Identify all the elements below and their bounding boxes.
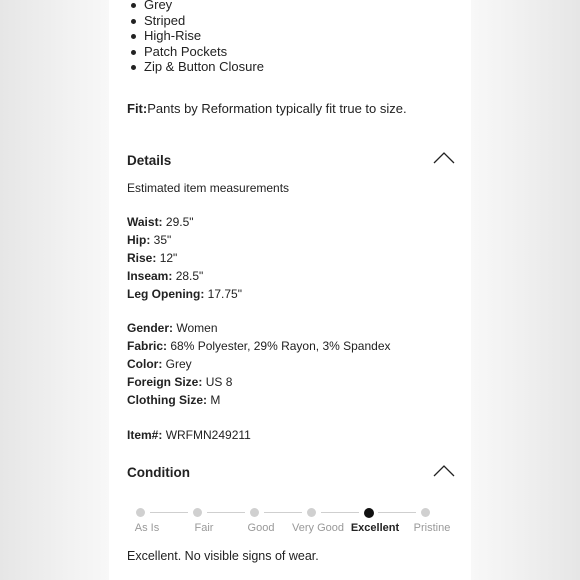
feature-item: Striped bbox=[127, 13, 264, 29]
feature-item: Zip & Button Closure bbox=[127, 59, 264, 75]
condition-label-fair: Fair bbox=[194, 522, 214, 534]
scale-connector bbox=[321, 512, 359, 513]
condition-label-pristine: Pristine bbox=[413, 522, 451, 534]
scale-connector bbox=[378, 512, 416, 513]
measurement-rise: Rise: 12" bbox=[127, 251, 178, 265]
condition-dot-excellent bbox=[364, 508, 374, 518]
measurement-waist: Waist: 29.5" bbox=[127, 215, 194, 229]
condition-label-as-is: As Is bbox=[134, 522, 160, 534]
measurement-leg-opening: Leg Opening: 17.75" bbox=[127, 287, 242, 301]
attribute-clothing-size: Clothing Size: M bbox=[127, 393, 221, 407]
feature-item: High-Rise bbox=[127, 28, 264, 44]
condition-dot-fair bbox=[193, 508, 202, 517]
background-right bbox=[470, 0, 580, 580]
attribute-foreign-size: Foreign Size: US 8 bbox=[127, 375, 233, 389]
item-number: Item#: WRFMN249211 bbox=[127, 428, 251, 442]
scale-connector bbox=[207, 512, 245, 513]
chevron-up-icon bbox=[433, 465, 455, 477]
condition-collapse-button[interactable] bbox=[433, 465, 453, 477]
fit-note bbox=[127, 101, 407, 116]
details-subtitle: Estimated item measurements bbox=[127, 181, 290, 195]
attribute-color: Color: Grey bbox=[127, 357, 192, 371]
condition-dot-good bbox=[250, 508, 259, 517]
condition-dot-very-good bbox=[307, 508, 316, 517]
measurement-inseam: Inseam: 28.5" bbox=[127, 269, 204, 283]
condition-description: Excellent. No visible signs of wear. bbox=[127, 549, 319, 563]
fit-label: Fit: bbox=[127, 101, 148, 116]
background-left bbox=[0, 0, 110, 580]
condition-label-good: Good bbox=[247, 522, 275, 534]
details-collapse-button[interactable] bbox=[433, 152, 453, 164]
details-title: Details bbox=[127, 153, 172, 168]
chevron-up-icon bbox=[433, 152, 455, 164]
scale-connector bbox=[150, 512, 188, 513]
attribute-fabric: Fabric: 68% Polyester, 29% Rayon, 3% Spandex bbox=[127, 339, 391, 353]
feature-item: Grey bbox=[127, 0, 264, 13]
feature-item: Patch Pockets bbox=[127, 44, 264, 60]
measurement-hip: Hip: 35" bbox=[127, 233, 172, 247]
fit-text: Pants by Reformation typically fit true to size. bbox=[147, 101, 407, 116]
condition-dot-pristine bbox=[421, 508, 430, 517]
attribute-gender: Gender: Women bbox=[127, 321, 218, 335]
scale-connector bbox=[264, 512, 302, 513]
product-details-panel bbox=[109, 0, 471, 580]
condition-label-very-good: Very Good bbox=[292, 522, 344, 534]
feature-list bbox=[127, 0, 264, 75]
condition-dot-as-is bbox=[136, 508, 145, 517]
condition-label-excellent: Excellent bbox=[350, 522, 400, 534]
condition-scale bbox=[135, 505, 435, 521]
condition-title: Condition bbox=[127, 465, 190, 480]
